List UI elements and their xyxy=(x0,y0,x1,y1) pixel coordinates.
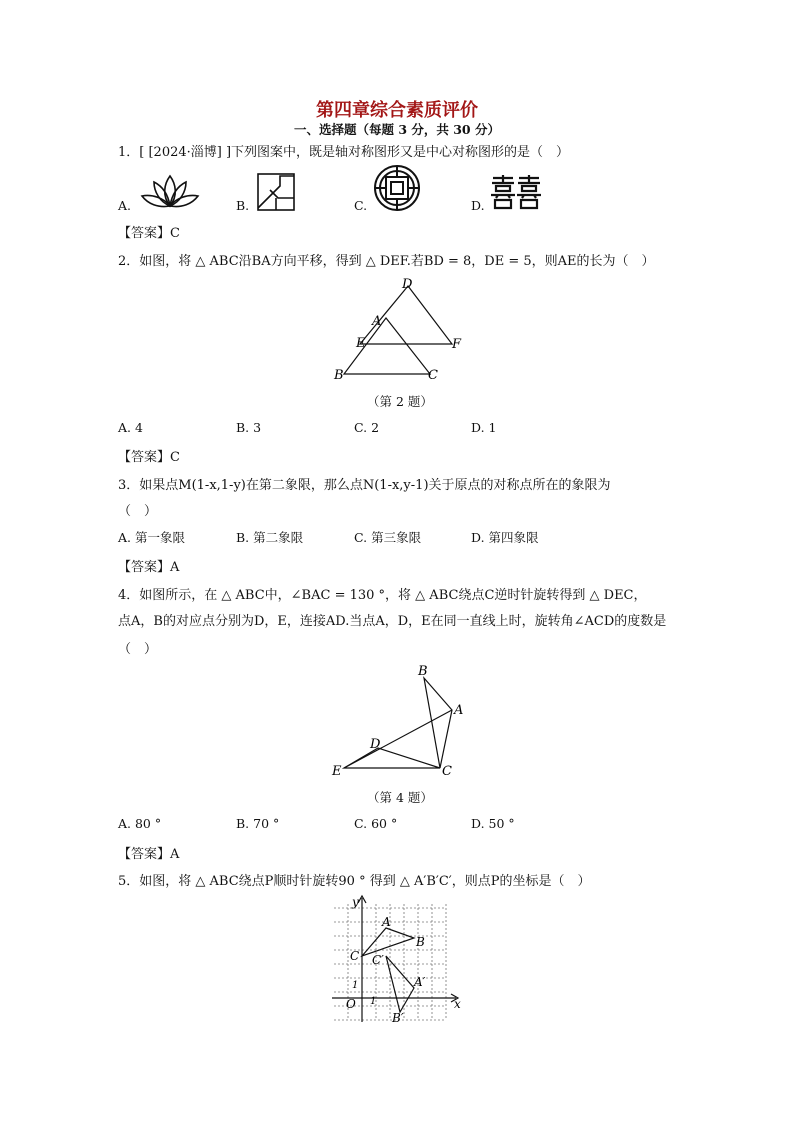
q1-option-b-label: B. xyxy=(236,198,250,213)
origin-label: O xyxy=(346,997,356,1011)
q2-option-d: D. 1 xyxy=(471,420,497,435)
figure-label: E xyxy=(356,336,366,351)
figure-label: D xyxy=(370,737,381,752)
figure-label: B′ xyxy=(392,1011,404,1025)
figure-label: B xyxy=(334,368,344,383)
question-2-stem: 2．如图，将 △ ABC沿BA方向平移，得到 △ DEF.若BD = 8，DE = 5，则AE的长为（ ） xyxy=(118,254,655,269)
figure-label: A′ xyxy=(414,975,426,989)
question-3-stem-line2: （ ） xyxy=(118,504,158,519)
q2-triangle-figure xyxy=(330,272,470,384)
q3-option-a: A. 第一象限 xyxy=(118,530,185,545)
page-title: 第四章综合素质评价 xyxy=(316,100,478,121)
question-1-stem: 1．[ [2024·淄博] ]下列图案中，既是轴对称图形又是中心对称图形的是（ ） xyxy=(118,145,570,160)
lotus-icon xyxy=(140,172,200,212)
q3-option-b: B. 第二象限 xyxy=(236,530,304,545)
question-2-answer: 【答案】C xyxy=(118,450,180,465)
question-3-stem-line1: 3．如果点M(1-x,1-y)在第二象限，那么点N(1-x,y-1)关于原点的对称点所在的象限为 xyxy=(118,478,611,493)
figure-label: A xyxy=(382,915,391,929)
q2-option-b: B. 3 xyxy=(236,420,262,435)
question-4-answer: 【答案】A xyxy=(118,847,180,862)
circle-window-icon xyxy=(372,164,422,214)
square-pinwheel-icon xyxy=(256,172,298,212)
figure-label: C xyxy=(350,949,360,963)
figure-label: A xyxy=(454,703,464,718)
q5-coordinate-grid-figure xyxy=(328,892,468,1028)
question-4-stem-line2: 点A，B的对应点分别为D，E，连接AD.当点A，D，E在同一直线上时，旋转角∠ACD的度数是 xyxy=(118,614,667,629)
q4-rotation-figure xyxy=(326,658,472,780)
question-3-answer: 【答案】A xyxy=(118,560,180,575)
axis-label: y xyxy=(352,895,359,909)
figure-label: C xyxy=(442,764,452,779)
figure-label: D xyxy=(402,277,413,292)
q1-option-d-label: D. xyxy=(471,198,485,213)
figure-label: B xyxy=(416,935,425,949)
q1-option-a-label: A. xyxy=(118,198,132,213)
figure-label: A xyxy=(372,314,382,329)
question-4-stem-line3: （ ） xyxy=(118,642,158,657)
section-heading: 一、选择题（每题 3 分，共 30 分） xyxy=(293,122,500,137)
q2-option-a: A. 4 xyxy=(118,420,143,435)
q3-option-c: C. 第三象限 xyxy=(354,530,422,545)
question-5-stem: 5．如图，将 △ ABC绕点P顺时针旋转90 ° 得到 △ A′B′C′，则点P的坐标是（ ） xyxy=(118,874,591,889)
axis-tick-label: 1 xyxy=(370,996,377,1007)
figure-label: E xyxy=(332,764,342,779)
figure-label: C′ xyxy=(372,953,384,967)
q3-option-d: D. 第四象限 xyxy=(471,530,539,545)
q4-option-b: B. 70 ° xyxy=(236,816,280,831)
q1-option-c-label: C. xyxy=(354,198,368,213)
figure-caption: （第 2 题） xyxy=(367,394,433,409)
q4-option-d: D. 50 ° xyxy=(471,816,515,831)
figure-label: C xyxy=(428,368,438,383)
q2-option-c: C. 2 xyxy=(354,420,380,435)
question-4-stem-line1: 4．如图所示，在 △ ABC中，∠BAC = 130 °，将 △ ABC绕点C逆时针旋转得到 △ DEC， xyxy=(118,588,647,603)
question-1-answer: 【答案】C xyxy=(118,226,180,241)
figure-label: F xyxy=(452,337,462,352)
figure-caption: （第 4 题） xyxy=(367,790,433,805)
axis-tick-label: 1 xyxy=(352,980,359,991)
q4-option-a: A. 80 ° xyxy=(118,816,162,831)
q4-option-c: C. 60 ° xyxy=(354,816,398,831)
double-happiness-icon xyxy=(490,174,542,210)
figure-label: B xyxy=(418,664,428,679)
axis-label: x xyxy=(454,997,461,1011)
